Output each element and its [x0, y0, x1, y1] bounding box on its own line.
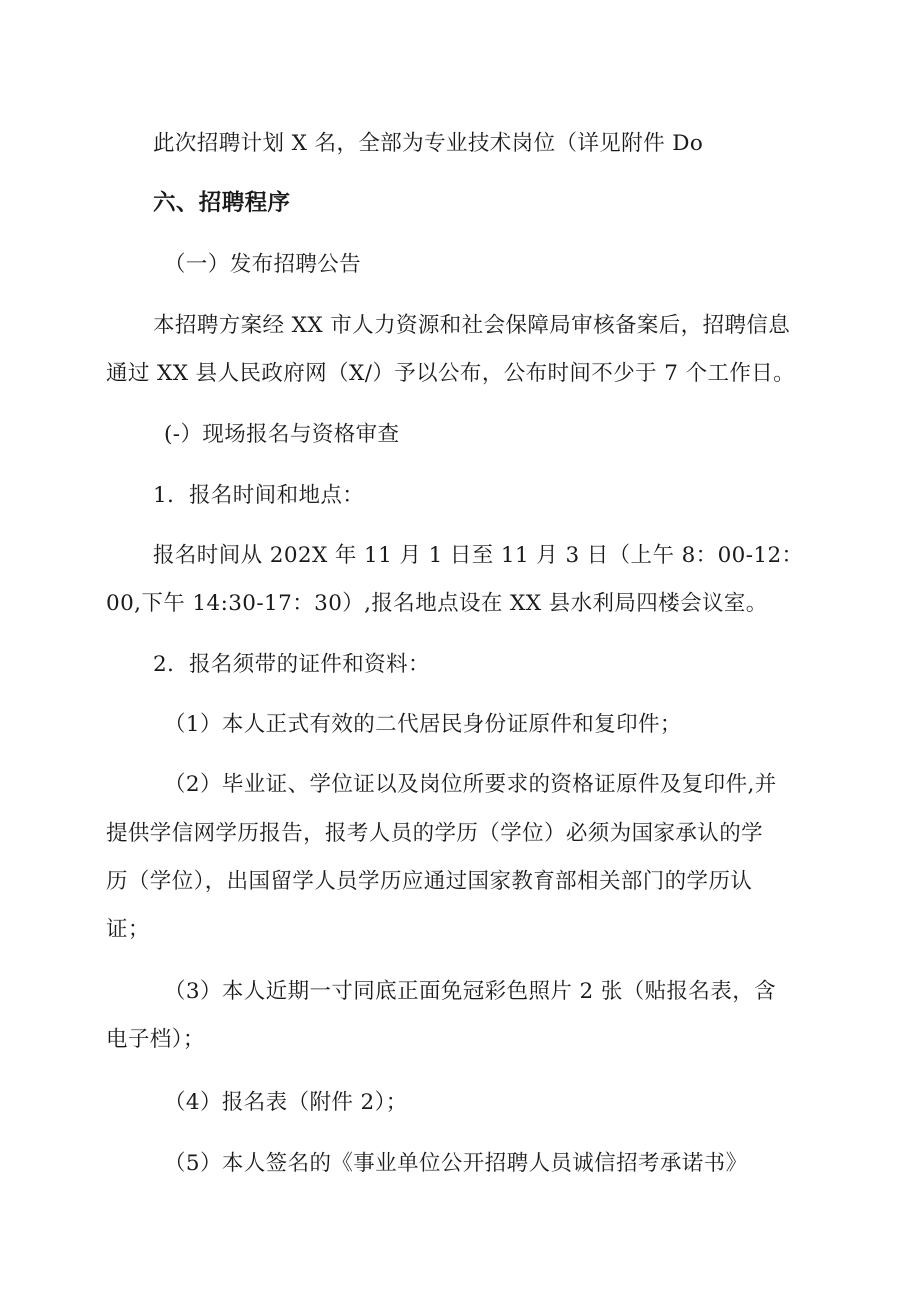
item-registration-time-place: 1．报名时间和地点：	[153, 483, 365, 508]
item-required-documents: 2．报名须带的证件和资料：	[153, 652, 430, 677]
paragraph-registration-time-line-1: 报名时间从 202X 年 11 月 1 日至 11 月 3 日（上午 8：00-12：	[153, 543, 804, 568]
list-item-certificates-line-1: （2）毕业证、学位证以及岗位所要求的资格证原件及复印件,并	[164, 772, 777, 797]
list-item-integrity-pledge: （5）本人签名的《事业单位公开招聘人员诚信招考承诺书》	[164, 1151, 748, 1176]
paragraph-registration-time-line-2: 00,下午 14:30-17：30）,报名地点设在 XX 县水利局四楼会议室。	[106, 591, 768, 616]
section-heading-recruitment-procedure: 六、招聘程序	[153, 190, 291, 216]
paragraph-announcement-line-2: 通过 XX 县人民政府网（X/）予以公布，公布时间不少于 7 个工作日。	[106, 361, 796, 386]
list-item-registration-form: （4）报名表（附件 2）；	[164, 1090, 408, 1115]
subheading-onsite-registration: (-）现场报名与资格审查	[164, 422, 400, 447]
paragraph-recruitment-plan: 此次招聘计划 X 名，全部为专业技术岗位（详见附件 Do	[153, 131, 704, 156]
list-item-certificates-line-4: 证；	[106, 917, 150, 942]
list-item-certificates-line-2: 提供学信网学历报告，报考人员的学历（学位）必须为国家承认的学	[106, 821, 764, 846]
list-item-id-card: （1）本人正式有效的二代居民身份证原件和复印件；	[164, 712, 682, 737]
paragraph-announcement-line-1: 本招聘方案经 XX 市人力资源和社会保障局审核备案后，招聘信息	[153, 313, 791, 338]
subheading-publish-announcement: （一）发布招聘公告	[164, 252, 362, 277]
list-item-certificates-line-3: 历（学位），出国留学人员学历应通过国家教育部相关部门的学历认	[106, 869, 753, 894]
list-item-photos-line-2: 电子档）；	[106, 1027, 205, 1052]
list-item-photos-line-1: （3）本人近期一寸同底正面免冠彩色照片 2 张（贴报名表，含	[164, 979, 777, 1004]
